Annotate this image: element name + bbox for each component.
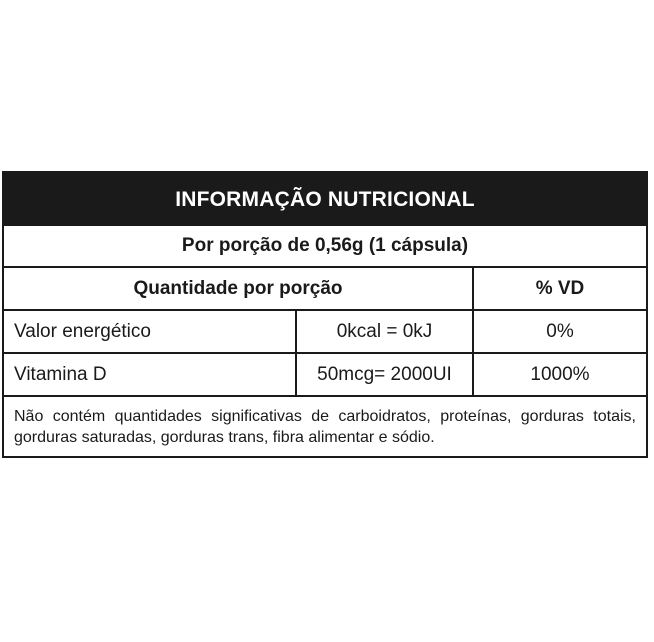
table-row (4, 311, 646, 354)
footnote: Não contém quantidades significativas de carboidratos, proteínas, gorduras totais, gorduras saturadas, gorduras trans, fibra alimentar e sódio. (14, 408, 636, 446)
nutrition-facts-table (2, 171, 648, 458)
column-header-row (4, 268, 646, 311)
vd-header: % VD (535, 277, 585, 299)
table-row (4, 354, 646, 397)
nutrient-vd: 0% (546, 320, 574, 342)
nutrient-amount: 0kcal = 0kJ (297, 311, 474, 352)
nutrient-amount: 50mcg= 2000UI (297, 354, 474, 395)
nutrient-vd: 1000% (530, 363, 590, 385)
serving-row (4, 226, 646, 268)
nutrient-name: Valor energético (4, 311, 297, 352)
nutrient-name: Vitamina D (4, 354, 297, 395)
table-title: INFORMAÇÃO NUTRICIONAL (4, 173, 646, 226)
serving-size: Por porção de 0,56g (1 cápsula) (181, 235, 469, 256)
quantity-header: Quantidade por porção (4, 268, 474, 309)
